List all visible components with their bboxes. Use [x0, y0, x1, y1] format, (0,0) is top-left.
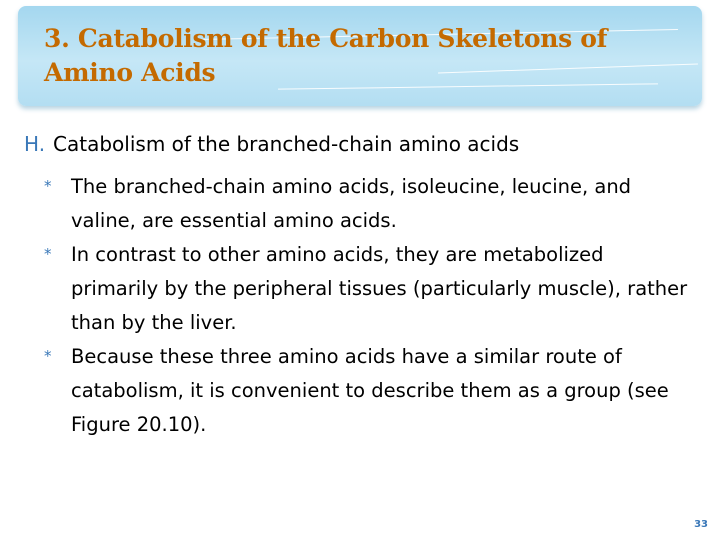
title-banner: [18, 6, 702, 106]
section-letter: H.: [24, 132, 46, 156]
bullet-item: [44, 170, 694, 238]
bullet-marker-icon: *: [44, 347, 52, 365]
bullet-marker-icon: *: [44, 177, 52, 195]
page-number: 33: [694, 519, 708, 530]
section-heading: [24, 130, 519, 158]
slide-title: 3. Catabolism of the Carbon Skeletons of Amino Acids: [44, 24, 608, 87]
bullet-marker-icon: *: [44, 245, 52, 263]
section-heading-text: Catabolism of the branched-chain amino acids: [53, 132, 520, 156]
bullet-item: [44, 340, 694, 442]
bullet-item: [44, 238, 694, 340]
bullet-text: Because these three amino acids have a similar route of catabolism, it is convenient to describe them as a group (see Figure 20.10).: [71, 345, 669, 436]
bullet-text: The branched-chain amino acids, isoleucine, leucine, and valine, are essential amino acids.: [71, 175, 632, 232]
bullet-list: [44, 170, 694, 442]
bullet-text: In contrast to other amino acids, they are metabolized primarily by the peripheral tissues (particularly muscle), rather than by the liver.: [71, 243, 688, 334]
